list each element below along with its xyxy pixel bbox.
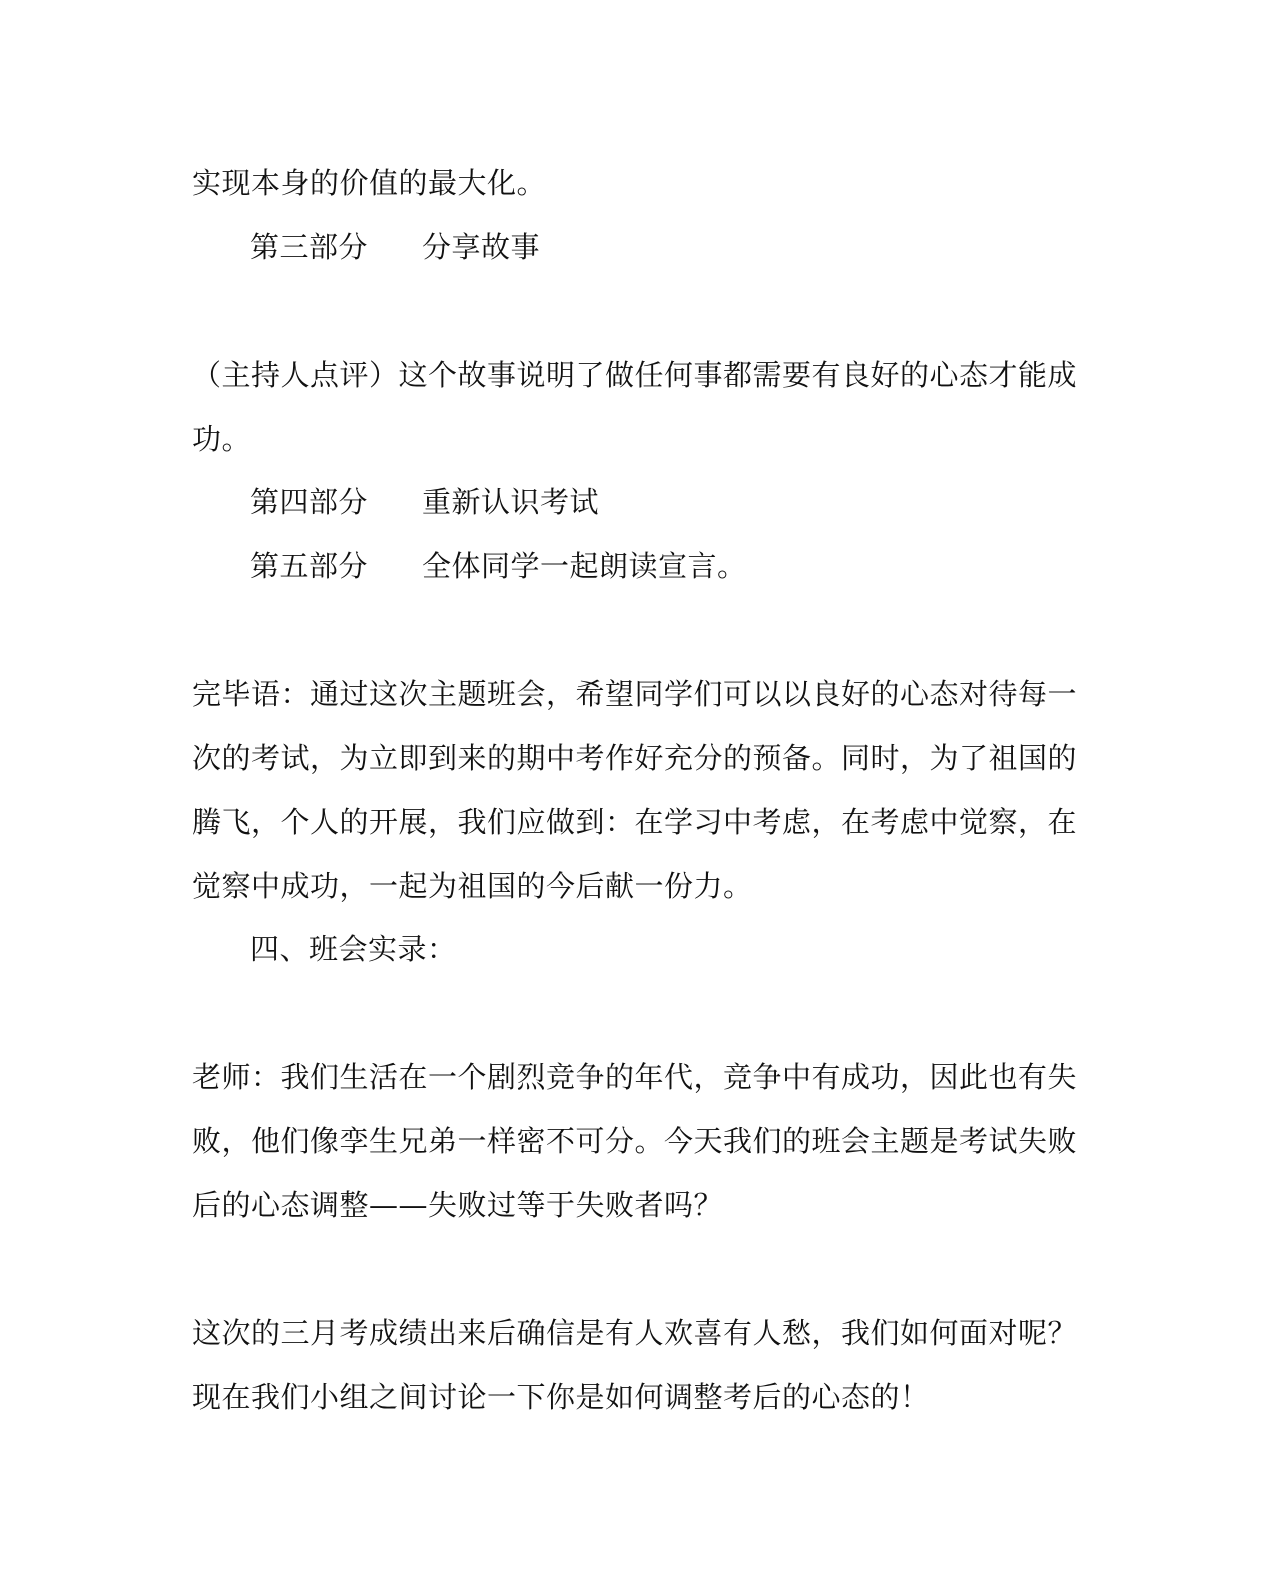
text-line: 次的考试，为立即到来的期中考作好充分的预备。同时，为了祖国的 xyxy=(192,741,1078,775)
section-heading-3 xyxy=(250,227,540,267)
text-line: 实现本身的价值的最大化。 xyxy=(192,166,547,200)
text-line: 觉察中成功，一起为祖国的今后献一份力。 xyxy=(192,869,753,903)
section-title: 分享故事 xyxy=(422,230,541,264)
section-heading-4 xyxy=(250,482,599,522)
text-line: 功。 xyxy=(192,422,252,456)
section-heading-5 xyxy=(250,546,747,586)
text-line: 后的心态调整——失败过等于失败者吗？ xyxy=(192,1188,724,1222)
section-label: 第五部分 xyxy=(250,549,369,583)
text-line: 败，他们像孪生兄弟一样密不可分。今天我们的班会主题是考试失败 xyxy=(192,1124,1078,1158)
text-line: （主持人点评）这个故事说明了做任何事都需要有良好的心态才能成 xyxy=(192,358,1078,392)
section-label: 第四部分 xyxy=(250,485,369,519)
section-title: 重新认识考试 xyxy=(422,485,600,519)
subsection-heading: 四、班会实录： xyxy=(250,932,457,966)
section-label: 第三部分 xyxy=(250,230,369,264)
text-line: 现在我们小组之间讨论一下你是如何调整考后的心态的！ xyxy=(192,1380,930,1414)
text-line: 腾飞，个人的开展，我们应做到：在学习中考虑，在考虑中觉察，在 xyxy=(192,805,1078,839)
text-line: 这次的三月考成绩出来后确信是有人欢喜有人愁，我们如何面对呢？ xyxy=(192,1316,1078,1350)
text-line: 老师：我们生活在一个剧烈竞争的年代，竞争中有成功，因此也有失 xyxy=(192,1060,1078,1094)
section-title: 全体同学一起朗读宣言。 xyxy=(422,549,747,583)
text-line: 完毕语：通过这次主题班会，希望同学们可以以良好的心态对待每一 xyxy=(192,677,1078,711)
